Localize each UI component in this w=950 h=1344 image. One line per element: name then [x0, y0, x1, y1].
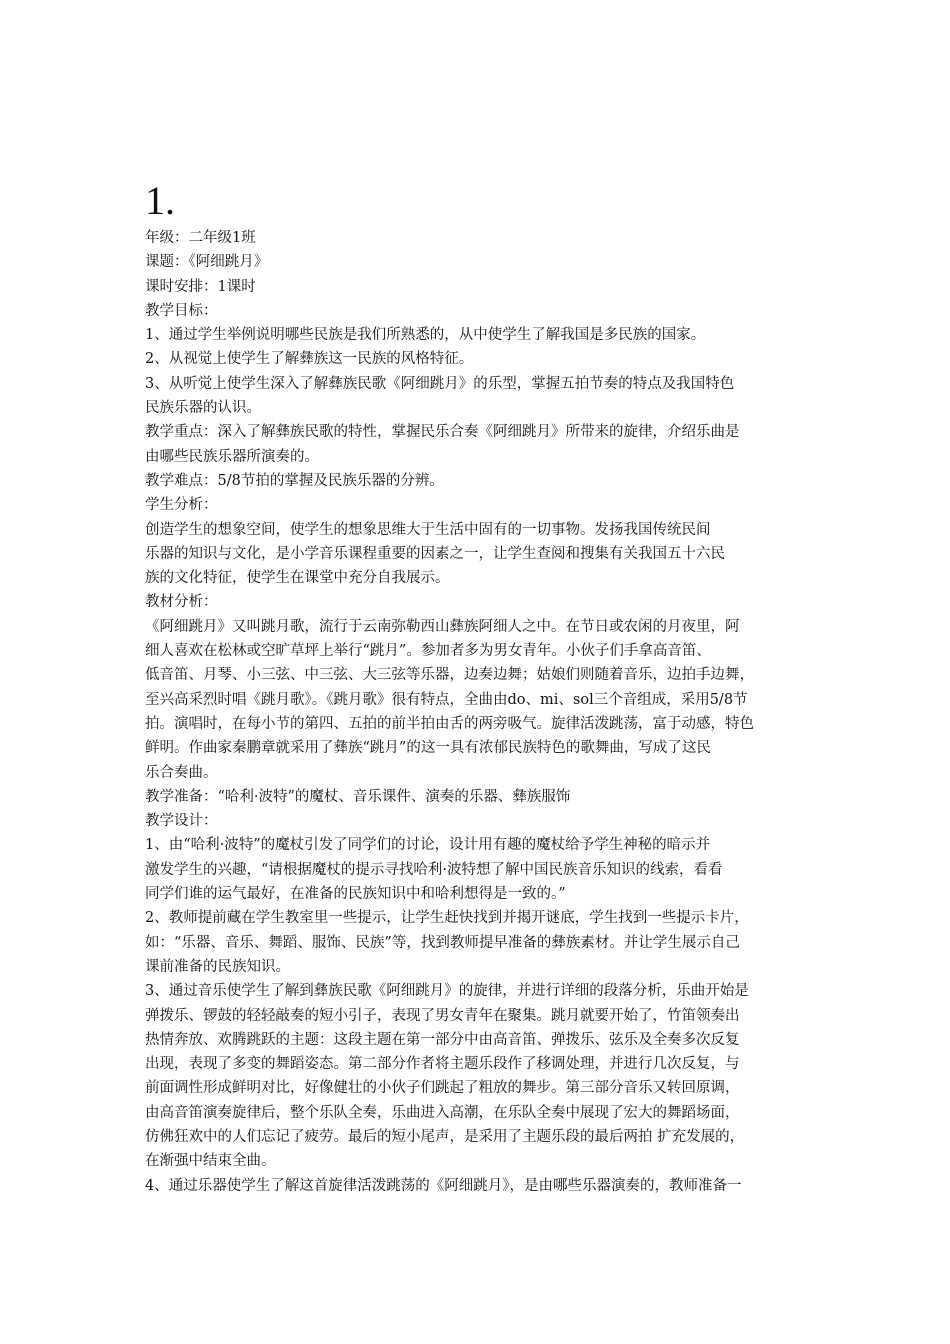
text-line: 年级：二年级1班 [145, 230, 256, 246]
text-line: 至兴高采烈时唱《跳月歌》。《跳月歌》很有特点，全曲由do、mi、sol三个音组成，采用5/8节 [145, 691, 748, 708]
text-line: 1、通过学生举例说明哪些民族是我们所熟悉的，从中使学生了解我国是多民族的国家。 [145, 327, 706, 344]
text-line: 同学们谁的运气最好，在准备的民族知识中和哈利想得是一致的。” [145, 886, 566, 903]
text-line: 乐合奏曲。 [145, 764, 218, 781]
section-number-heading: 1. [145, 178, 175, 223]
text-line: 热情奔放、欢腾跳跃的主题：这段主题在第一部分中由高音笛、弹拨乐、弦乐及全奏多次反复 [145, 1031, 740, 1048]
text-line: 由高音笛演奏旋律后，整个乐队全奏，乐曲进入高潮，在乐队全奏中展现了宏大的舞蹈场面， [145, 1104, 740, 1121]
text-line: 教学目标： [145, 302, 218, 319]
text-line: 课时安排：1课时 [145, 278, 256, 295]
text-line: 3、从听觉上使学生深入了解彝族民歌《阿细跳月》的乐型，掌握五拍节奏的特点及我国特色 [145, 375, 735, 392]
text-line: 乐器的知识与文化，是小学音乐课程重要的因素之一，让学生查阅和搜集有关我国五十六民 [145, 545, 725, 562]
text-line: 《阿细跳月》又叫跳月歌，流行于云南弥勒西山彝族阿细人之中。在节日或农闲的月夜里，阿 [145, 618, 740, 635]
text-line: 教学准备：“哈利·波特”的魔杖、音乐课件、演奏的乐器、彝族服饰 [145, 788, 571, 805]
text-line: 在渐强中结束全曲。 [145, 1153, 276, 1170]
text-line: 2、从视觉上使学生了解彝族这一民族的风格特征。 [145, 351, 474, 368]
text-line: 课题：《阿细跳月》 [145, 254, 269, 271]
text-line: 1、由“哈利·波特”的魔杖引发了同学们的讨论，设计用有趣的魔杖给予学生神秘的暗示并 [145, 837, 711, 854]
text-line: 前面调性形成鲜明对比，好像健壮的小伙子们跳起了粗放的舞步。第三部分音乐又转回原调， [145, 1080, 740, 1097]
text-line: 教学设计： [145, 813, 218, 830]
text-line: 课前准备的民族知识。 [145, 958, 290, 975]
text-line: 民族乐器的认识。 [145, 400, 261, 417]
text-line: 学生分析： [145, 497, 218, 514]
text-line: 由哪些民族乐器所演奏的。 [145, 448, 319, 465]
text-line: 族的文化特征，使学生在课堂中充分自我展示。 [145, 570, 450, 587]
text-line: 仿佛狂欢中的人们忘记了疲劳。最后的短小尾声，是采用了主题乐段的最后两拍 扩充发展的， [145, 1128, 745, 1145]
text-line: 2、教师提前藏在学生教室里一些提示，让学生赶快找到并揭开谜底，学生找到一些提示卡片， [145, 910, 749, 927]
text-line: 弹拨乐、锣鼓的轻轻敲奏的短小引子，表现了男女青年在聚集。跳月就要开始了，竹笛领奏出 [145, 1007, 740, 1024]
document-body [145, 226, 813, 1198]
text-line: 教学难点：5/8节拍的掌握及民族乐器的分辨。 [145, 472, 444, 489]
text-line: 出现，表现了多变的舞蹈姿态。第二部分作者将主题乐段作了移调处理，并进行几次反复，与 [145, 1056, 740, 1073]
text-line: 低音笛、月琴、小三弦、中三弦、大三弦等乐器，边奏边舞；姑娘们则随着音乐，边拍手边舞， [145, 667, 754, 684]
text-line: 创造学生的想象空间，使学生的想象思维大于生活中固有的一切事物。发扬我国传统民间 [145, 521, 711, 538]
text-line: 细人喜欢在松林或空旷草坪上举行“跳月”。参加者多为男女青年。小伙子们手拿高音笛、 [145, 643, 711, 660]
text-line: 4、通过乐器使学生了解这首旋律活泼跳荡的《阿细跳月》，是由哪些乐器演奏的，教师准备一 [145, 1177, 742, 1194]
document-page [145, 178, 813, 1198]
text-line: 激发学生的兴趣，“请根据魔杖的提示寻找哈利·波特想了解中国民族音乐知识的线索，看看 [145, 861, 723, 878]
text-line: 拍。演唱时，在每小节的第四、五拍的前半拍由舌的两旁吸气。旋律活泼跳荡，富于动感，特色 [145, 715, 754, 732]
text-line: 教材分析： [145, 594, 218, 611]
text-line: 教学重点：深入了解彝族民歌的特性，掌握民乐合奏《阿细跳月》所带来的旋律，介绍乐曲是 [145, 424, 740, 441]
text-line: 如：“乐器、音乐、舞蹈、服饰、民族”等，找到教师提早准备的彝族素材。并让学生展示自己 [145, 934, 740, 951]
text-line: 3、通过音乐使学生了解到彝族民歌《阿细跳月》的旋律，并进行详细的段落分析，乐曲开始是 [145, 983, 749, 1000]
text-line: 鲜明。作曲家秦鹏章就采用了彝族“跳月”的这一具有浓郁民族特色的歌舞曲，写成了这民 [145, 740, 711, 757]
